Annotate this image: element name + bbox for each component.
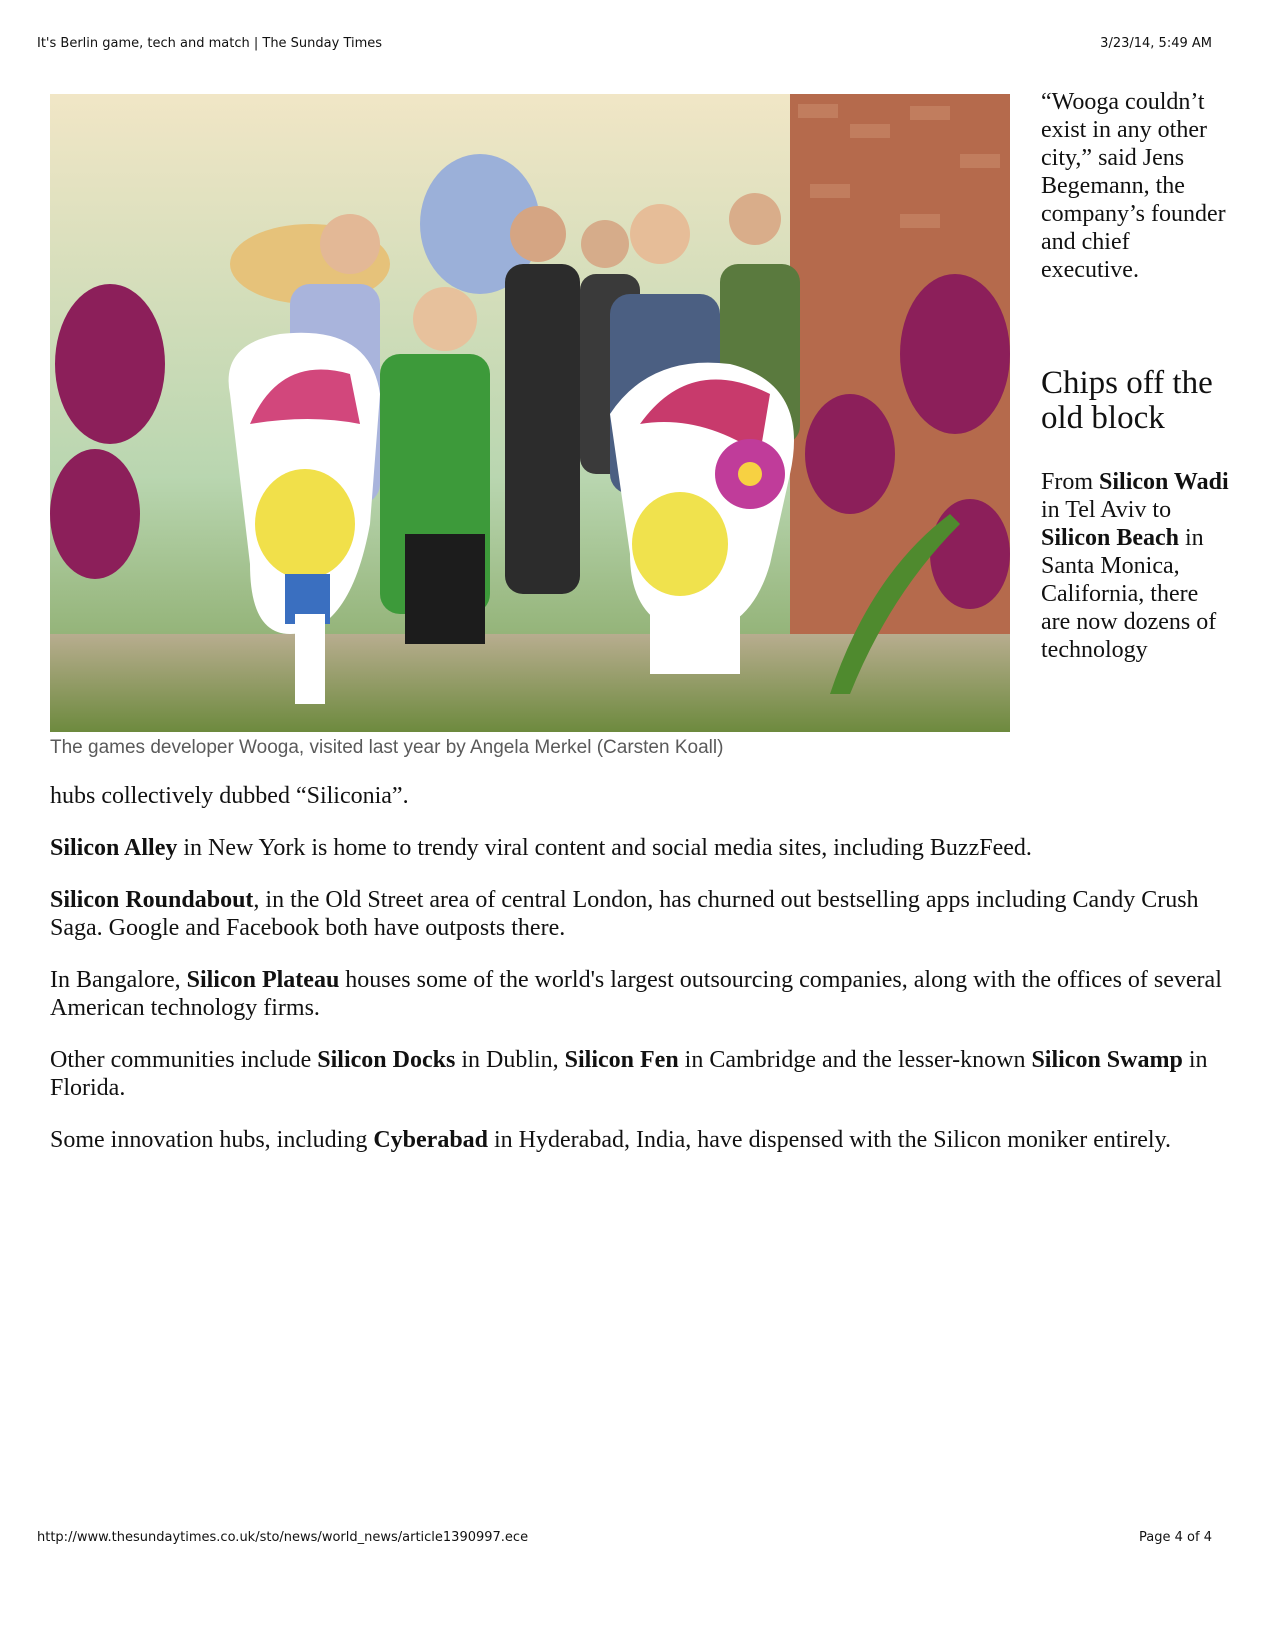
text-run: in Dublin, xyxy=(455,1047,565,1073)
bold-run: Silicon Roundabout xyxy=(50,887,254,913)
photo-caption: The games developer Wooga, visited last year by Angela Merkel (Carsten Koall) xyxy=(50,737,724,758)
text-run: houses some of the world's largest outsourcing companies, along with the offices of several American technology firms. xyxy=(50,967,1222,1021)
bold-run: Silicon Plateau xyxy=(186,967,340,993)
page-footer-url: http://www.thesundaytimes.co.uk/sto/news/world_news/article1390997.ece xyxy=(37,1530,529,1545)
text-run: From xyxy=(1041,469,1100,495)
bold-run: Silicon Swamp xyxy=(1031,1047,1183,1073)
paragraph-silicon-alley xyxy=(50,834,1240,862)
text-run: in New York is home to trendy viral content and social media sites, including BuzzFeed. xyxy=(177,835,1032,861)
bold-run: Silicon Fen xyxy=(564,1047,679,1073)
bold-run: Silicon Alley xyxy=(50,835,178,861)
text-run: Some innovation hubs, including xyxy=(50,1127,374,1153)
paragraph-silicon-roundabout xyxy=(50,886,1240,942)
text-run: , in the Old Street area of central London, has churned out bestselling apps including Candy Crush Saga. Google and Facebook both have outposts there. xyxy=(50,887,1199,941)
page-footer-number: Page 4 of 4 xyxy=(1139,1530,1212,1545)
page-header-title: It's Berlin game, tech and match | The Sunday Times xyxy=(37,36,383,51)
text-run: in Hyderabad, India, have dispensed with the Silicon moniker entirely. xyxy=(488,1127,1171,1153)
text-run: in Florida. xyxy=(50,1047,1208,1101)
article-body xyxy=(50,782,1240,1178)
sidebar-heading: Chips off the old block xyxy=(1041,365,1213,436)
sidebar xyxy=(1041,88,1231,664)
continuation-paragraph: hubs collectively dubbed “Siliconia”. xyxy=(50,783,409,809)
bold-run: Silicon Wadi xyxy=(1099,469,1229,495)
sidebar-paragraph xyxy=(1041,468,1231,664)
article-photo xyxy=(50,94,1010,732)
bold-run: Silicon Docks xyxy=(317,1047,456,1073)
paragraph-cyberabad xyxy=(50,1126,1240,1154)
pull-quote: “Wooga couldn’t exist in any other city,” said Jens Begemann, the company’s founder and chief executive. xyxy=(1041,89,1226,283)
paragraph-other-communities xyxy=(50,1046,1240,1102)
page-header-datetime: 3/23/14, 5:49 AM xyxy=(1100,36,1212,51)
bold-run: Cyberabad xyxy=(373,1127,489,1153)
bold-run: Silicon Beach xyxy=(1041,525,1180,551)
text-run: Other communities include xyxy=(50,1047,318,1073)
text-run: in Cambridge and the lesser-known xyxy=(678,1047,1032,1073)
paragraph-silicon-plateau xyxy=(50,966,1240,1022)
text-run: In Bangalore, xyxy=(50,967,187,993)
text-run: in Santa Monica, California, there are now dozens of technology xyxy=(1041,525,1217,663)
text-run: in Tel Aviv to xyxy=(1041,497,1172,523)
